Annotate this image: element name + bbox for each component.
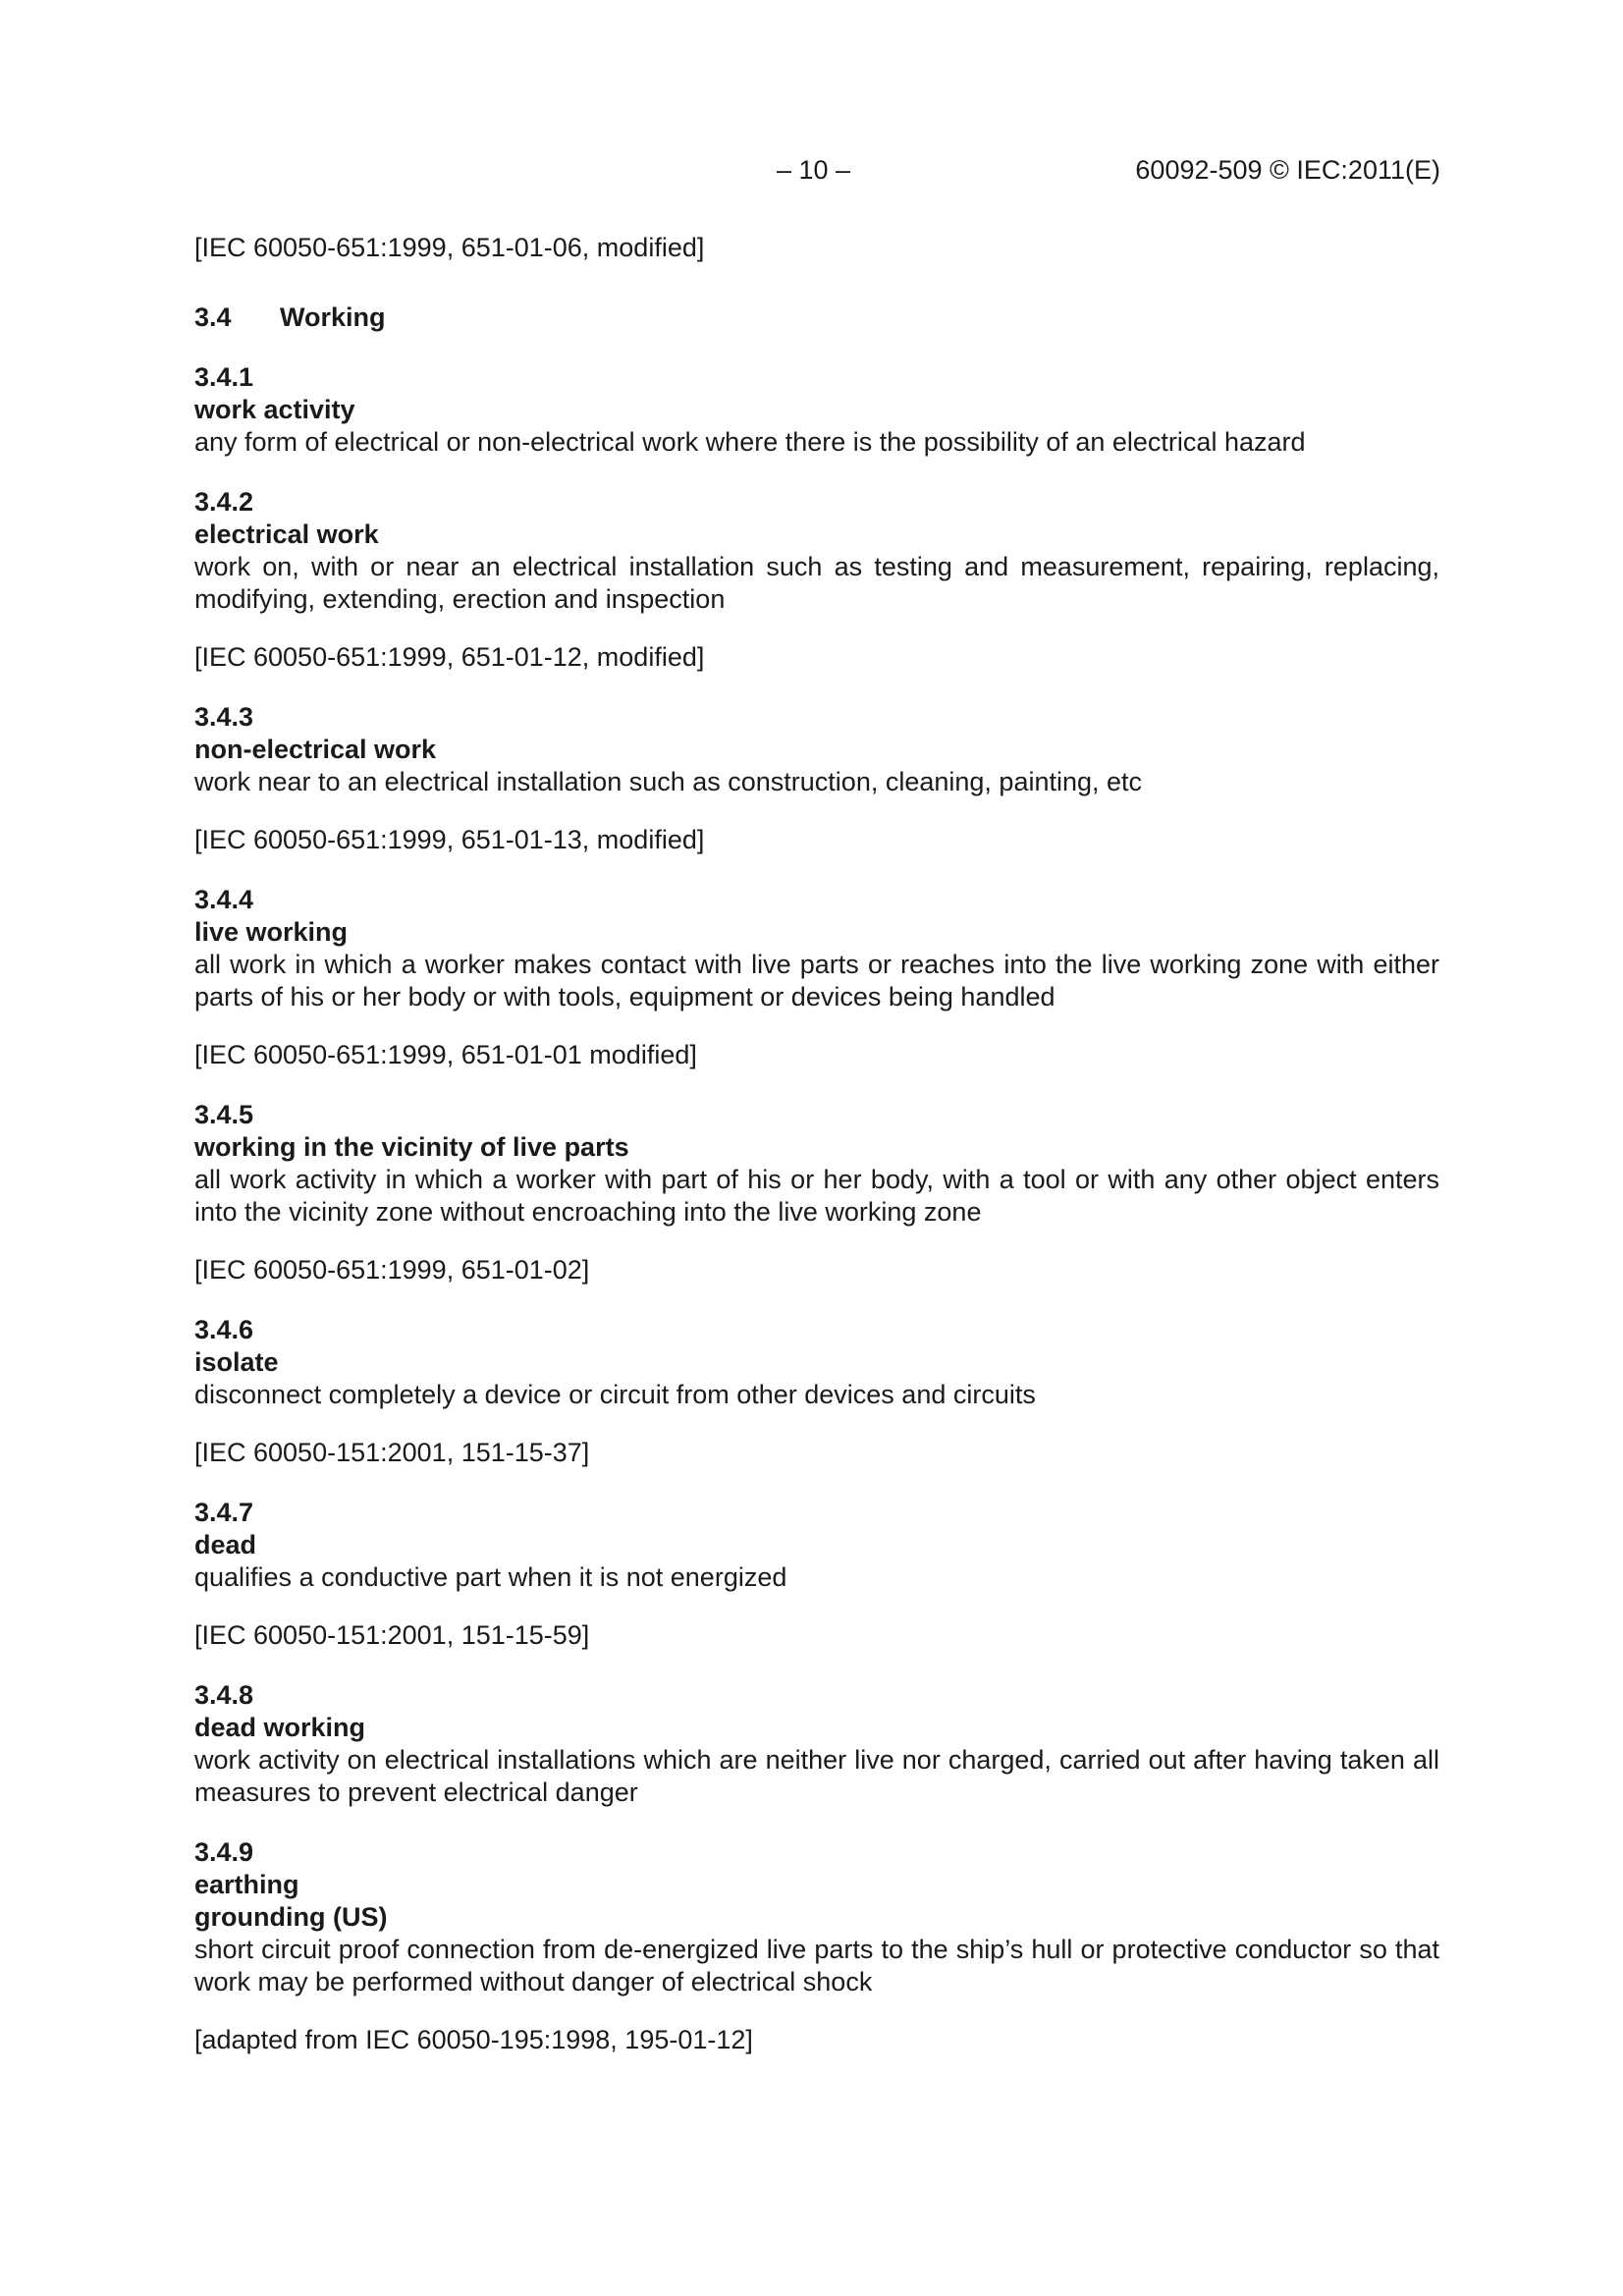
- entry-reference: [IEC 60050-651:1999, 651-01-02]: [194, 1255, 590, 1285]
- page-number: – 10 –: [777, 155, 851, 185]
- entry-definition: disconnect completely a device or circuit from other devices and circuits: [194, 1380, 1036, 1409]
- entry-term: non-electrical work: [194, 735, 437, 764]
- entry-term: grounding (US): [194, 1902, 388, 1932]
- entry-number: 3.4.9: [194, 1837, 254, 1867]
- entry-number: 3.4.5: [194, 1100, 254, 1129]
- entry-number: 3.4.7: [194, 1498, 254, 1527]
- entry-number: 3.4.1: [194, 362, 254, 392]
- top-reference: [IEC 60050-651:1999, 651-01-06, modified]: [194, 233, 705, 262]
- entry-definition: work on, with or near an electrical installation such as testing and measurement, repairing, replacing, modifying, extending, erection and inspection: [194, 552, 1439, 614]
- entry-definition: short circuit proof connection from de-energized live parts to the ship’s hull or protective conductor so that work may be performed without danger of electrical shock: [194, 1935, 1439, 1996]
- entry-number: 3.4.3: [194, 702, 254, 732]
- entry-term: electrical work: [194, 519, 379, 549]
- entry-definition: work near to an electrical installation such as construction, cleaning, painting, etc: [194, 767, 1143, 796]
- entry-term: dead: [194, 1530, 257, 1559]
- term-entry: [194, 361, 1439, 459]
- entry-number: 3.4.8: [194, 1680, 254, 1710]
- term-entry: [194, 1836, 1439, 2056]
- term-entry: [194, 1497, 1439, 1652]
- page-header: [0, 155, 1623, 194]
- term-entry: [194, 884, 1439, 1071]
- term-entry: [194, 1314, 1439, 1469]
- section-heading: [194, 301, 1439, 334]
- entry-reference: [IEC 60050-651:1999, 651-01-13, modified]: [194, 825, 705, 854]
- entry-term: isolate: [194, 1347, 279, 1377]
- entry-reference: [IEC 60050-151:2001, 151-15-59]: [194, 1620, 590, 1650]
- term-entry: [194, 1679, 1439, 1809]
- entry-definition: any form of electrical or non-electrical work where there is the possibility of an electrical hazard: [194, 427, 1306, 457]
- entry-term: working in the vicinity of live parts: [194, 1132, 629, 1162]
- term-entries: [194, 361, 1439, 2056]
- entry-reference: [IEC 60050-151:2001, 151-15-37]: [194, 1438, 590, 1467]
- section-number: 3.4: [194, 302, 232, 332]
- entry-term: live working: [194, 917, 349, 947]
- term-entry: [194, 1099, 1439, 1286]
- document-identifier: 60092-509 © IEC:2011(E): [1135, 155, 1440, 185]
- entry-term: earthing: [194, 1870, 299, 1899]
- entry-term: work activity: [194, 395, 355, 424]
- entry-term: dead working: [194, 1713, 366, 1742]
- entry-definition: work activity on electrical installations which are neither live nor charged, carried out after having taken all measures to prevent electrical danger: [194, 1745, 1439, 1807]
- entry-definition: qualifies a conductive part when it is not energized: [194, 1562, 787, 1592]
- section-title: Working: [280, 302, 386, 332]
- term-entry: [194, 486, 1439, 674]
- entry-reference: [adapted from IEC 60050-195:1998, 195-01-12]: [194, 2025, 753, 2054]
- entry-reference: [IEC 60050-651:1999, 651-01-12, modified]: [194, 642, 705, 672]
- entry-number: 3.4.4: [194, 885, 254, 914]
- term-entry: [194, 701, 1439, 856]
- entry-number: 3.4.2: [194, 487, 254, 517]
- entry-number: 3.4.6: [194, 1315, 254, 1344]
- entry-definition: all work in which a worker makes contact with live parts or reaches into the live working zone with either parts of his or her body or with tools, equipment or devices being handled: [194, 950, 1439, 1011]
- entry-reference: [IEC 60050-651:1999, 651-01-01 modified]: [194, 1040, 697, 1069]
- document-body: [194, 232, 1439, 2084]
- entry-definition: all work activity in which a worker with part of his or her body, with a tool or with any other object enters into the vicinity zone without encroaching into the live working zone: [194, 1165, 1439, 1227]
